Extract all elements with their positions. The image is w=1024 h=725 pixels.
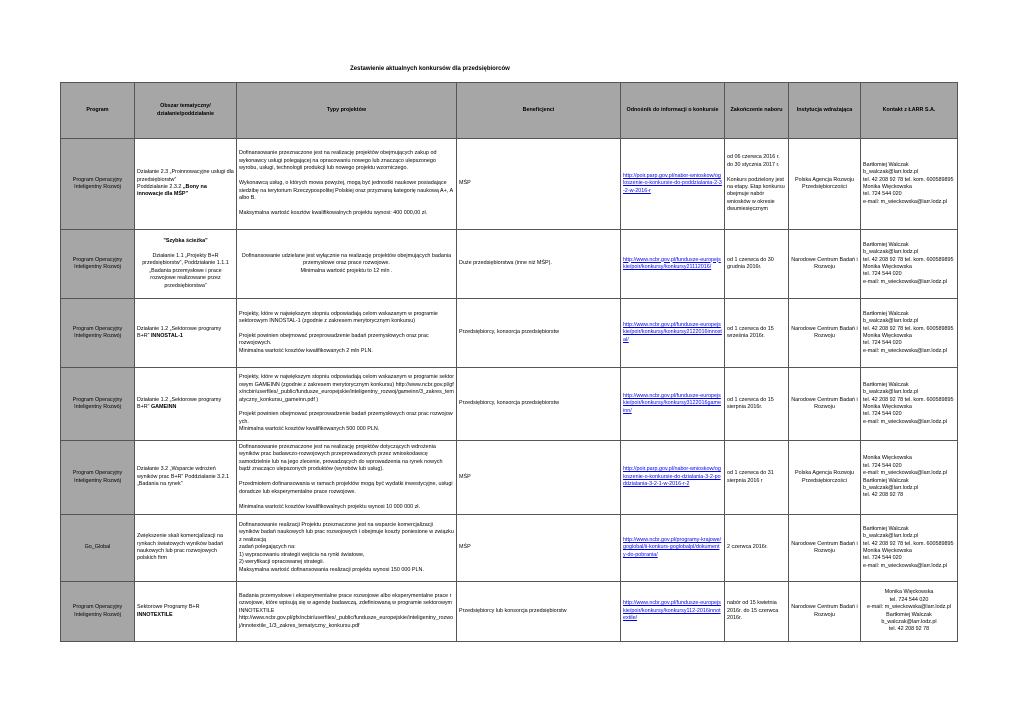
beneficiaries-cell: MŚP <box>457 441 621 515</box>
beneficiaries-cell: MŚP <box>457 139 621 230</box>
deadline-cell: od 1 czerwca do 15 sierpnia 2016r. <box>725 368 789 441</box>
area-cell: Działanie 3.2 „Wsparcie wdrożeń wyników prac B+R” Poddziałanie 3.2.1 „Badania na rynek” <box>135 441 237 515</box>
document-title: Zestawienie aktualnych konkursów dla przedsiębiorców <box>350 66 510 72</box>
contact-cell: Bartłomiej Walczak b_walczak@larr.lodz.pl tel. 42 208 92 78 tel. kom. 600589895 Monika Więckowska tel. 724 544 020 e-mail: m_wieckowska@larr.lodz.pl <box>861 299 958 368</box>
program-cell: Go_Global <box>61 515 135 582</box>
program-cell: Program Operacyjny Inteligentny Rozwój <box>61 299 135 368</box>
link-cell <box>621 441 725 515</box>
area-bold-text: INNOTEXTILE <box>137 611 173 618</box>
types-cell: Dofinansowanie przeznaczone jest na realizację projektów obejmujących zakup od wykonawcy usługi polegającej na opracowaniu nowego lub znacząco ulepszonego wyrobu, usługi, technologii produkcji lub nowego projektu wzorniczego. Wykonawcą usług, o których mowa powyżej, mogą być jednostki naukowe posiadające siedzibę na terytorium Rzeczypospolitej Polskiej oraz przyznaną kategorię naukową A+, A albo B. Maksymalna wartość kosztów kwalifikowalnych projektu wynosi: 400 000,00 zł. <box>237 139 457 230</box>
deadline-cell: nabór od 15 kwietnia 2016r. do 15 czerwca 2016r. <box>725 582 789 642</box>
beneficiaries-cell: Przedsiębiorcy, konsorcja przedsiębiorstw <box>457 368 621 441</box>
area-cell <box>135 139 237 230</box>
header-link: Odnośnik do informacji o konkursie <box>621 83 725 139</box>
institution-cell: Narodowe Centrum Badań i Rozwoju <box>789 582 861 642</box>
header-area: Obszar tematyczny/ działanie/poddziałanie <box>135 83 237 139</box>
link-cell <box>621 515 725 582</box>
link-cell <box>621 139 725 230</box>
area-bold-text: INNOSTAL-1 <box>150 333 183 339</box>
types-cell: Dofinansowanie przeznaczone jest na realizację projektów dotyczących wdrożenia wyników prac badawczo-rozwojowych przeprowadzonych przez wnioskodawcę samodzielnie lub na jego zlecenie, prowadzących do wprowadzenia na rynek nowych bądź znacząco ulepszonych produktów (wyrobów lub usług). Przedmiotem dofinansowania w ramach projektów mogą być wydatki inwestycyjne, usługi doradcze lub eksperymentalne prace rozwojowe. Minimalna wartość kosztów kwalifikowalnych projektu wynosi 10 000 000 zł. <box>237 441 457 515</box>
contact-cell: Monika Więckowska tel. 724 544 020 e-mail: m_wieckowska@larr.lodz.pl Bartłomiej Walczak b_walczak@larr.lodz.pl tel. 42 208 92 78 <box>861 441 958 515</box>
table-row <box>61 230 958 299</box>
deadline-cell: od 1 czerwca do 30 grudnia 2016r. <box>725 230 789 299</box>
table-row <box>61 515 958 582</box>
area-cell: Zwiększenie skali komercjalizacji na rynkach światowych wyników badań naukowych lub prac rozwojowych polskich firm <box>135 515 237 582</box>
program-cell: Program Operacyjny Inteligentny Rozwój <box>61 368 135 441</box>
program-cell: Program Operacyjny Inteligentny Rozwój <box>61 139 135 230</box>
institution-cell: Narodowe Centrum Badań i Rozwoju <box>789 230 861 299</box>
table-row <box>61 299 958 368</box>
area-cell <box>135 582 237 642</box>
area-text: Sektorowe Programy B+R <box>137 604 200 611</box>
beneficiaries-cell: Duże przedsiębiorstwa (inne niż MŚP). <box>457 230 621 299</box>
program-cell: Program Operacyjny Inteligentny Rozwój <box>61 582 135 642</box>
header-deadline: Zakończenie naboru <box>725 83 789 139</box>
table-row <box>61 139 958 230</box>
competition-link[interactable]: http://www.ncbr.gov.pl/programy-krajowe/goglobal/ii-konkurs-goglobalpl/dokumenty-do-pobrania/ <box>623 536 722 558</box>
types-cell: Badania przemysłowe i eksperymentalne prace rozwojowe albo eksperymentalne prace rozwojowe, które wpisują się w agendę badawczą, zdefiniowaną w programie sektorowym INNOTEXTILE http://www.ncbr.gov.pl/gfx/ncbir/userfiles/_public/fundusze_europejskie/inteligentny_rozwoj/innotextile_1/3_zakres_tematyczny_konkursu.pdf <box>237 582 457 642</box>
link-cell <box>621 368 725 441</box>
beneficiaries-cell: Przedsiębiorcy lub konsorcja przedsiębiorstw <box>457 582 621 642</box>
competition-link[interactable]: http://www.ncbr.gov.pl/fundusze-europejskie/poir/konkursy/konkursy21112016/ <box>623 256 721 270</box>
institution-cell: Polska Agencja Rozwoju Przedsiębiorczości <box>789 441 861 515</box>
deadline-cell: od 1 czerwca do 15 września 2016r. <box>725 299 789 368</box>
types-cell: Projekty, które w największym stopniu odpowiadają celom wskazanym w programie sektorowym INNOSTAL-1 (zgodnie z zakresem merytorycznym konkursu) Projekt powinien obejmować przeprowadzenie badań przemysłowych oraz prac rozwojowych. Minimalna wartość kosztów kwalifikowanych 2 mln PLN. <box>237 299 457 368</box>
competition-link[interactable]: http://www.ncbr.gov.pl/fundusze-europejskie/poir/konkursy/konkursy112-2016innotextile/ <box>623 600 721 622</box>
competition-link[interactable]: http://poir.parp.gov.pl/nabor-wnioskow/ogloszenie-o-konkursie-do-poddzialania-2-3-2-w-2016-r <box>623 172 722 194</box>
header-contact: Kontakt z ŁARR S.A. <box>861 83 958 139</box>
header-types: Typy projektów <box>237 83 457 139</box>
area-bold-text: GAMEINN <box>150 404 177 410</box>
area-cell <box>135 230 237 299</box>
types-cell: Dofinansowanie realizacji Projektu przeznaczone jest na wsparcie komercjalizacji wyników badań naukowych lub prac rozwojowych i obejmuje koszty poniesione w związku z realizacją zadań polegających na: 1) wypracowaniu strategii wejścia na rynki światowe, 2) weryfikacji opracowanej strategii. Maksymalna wartość dofinansowania realizacji projektu wynosi 150 000 PLN. <box>237 515 457 582</box>
header-beneficiaries: Beneficjenci <box>457 83 621 139</box>
area-cell <box>135 299 237 368</box>
beneficiaries-cell: Przedsiębiorcy, konsorcja przedsiębiorstw <box>457 299 621 368</box>
contact-cell: Bartłomiej Walczak b_walczak@larr.lodz.pl tel. 42 208 92 78 tel. kom. 600589895 Monika Więckowska tel. 724 544 020 e-mail: m_wieckowska@larr.lodz.pl <box>861 515 958 582</box>
area-text: Działanie 1.2 „Sektorowe programy B+R” <box>137 396 222 410</box>
contact-cell: Bartłomiej Walczak b_walczak@larr.lodz.pl tel. 42 208 92 78 tel. kom. 600589895 Monika Więckowska tel. 724 544 020 e-mail: m_wieckowska@larr.lodz.pl <box>861 368 958 441</box>
institution-cell: Narodowe Centrum Badań i Rozwoju <box>789 515 861 582</box>
area-cell <box>135 368 237 441</box>
deadline-cell: od 06 czerwca 2016 r. do 30 stycznia 2017 r. Konkurs podzielony jest na etapy. Etap konkursu obejmuje nabór wniosków w okresie dwumiesięcznym <box>725 139 789 230</box>
table-row <box>61 582 958 642</box>
area-text: Działanie 2.3 „Proinnowacyjne usługi dla przedsiębiorstw” <box>137 169 234 183</box>
link-cell <box>621 230 725 299</box>
header-program: Program <box>61 83 135 139</box>
area-text: Poddziałanie 2.3.2 <box>137 184 183 190</box>
area-text: Działanie 1.2 „Sektorowe programy B+R” <box>137 325 222 339</box>
area-title: "Szybka ścieżka" <box>163 237 208 244</box>
beneficiaries-cell: MŚP <box>457 515 621 582</box>
institution-cell: Narodowe Centrum Badań i Rozwoju <box>789 299 861 368</box>
institution-cell: Narodowe Centrum Badań i Rozwoju <box>789 368 861 441</box>
table-row <box>61 368 958 441</box>
competition-link[interactable]: http://www.ncbr.gov.pl/fundusze-europejskie/poir/konkursy/konkursy2122016innostal/ <box>623 321 722 343</box>
contact-cell: Bartłomiej Walczak b_walczak@larr.lodz.pl tel. 42 208 92 78 tel. kom. 600589895 Monika Więckowska tel. 724 544 020 e-mail: m_wieckowska@larr.lodz.pl <box>861 230 958 299</box>
area-bold-text: „Bony na innowacje dla MŚP” <box>137 184 207 198</box>
program-cell: Program Operacyjny Inteligentny Rozwój <box>61 230 135 299</box>
header-institution: Instytucja wdrażająca <box>789 83 861 139</box>
program-cell: Program Operacyjny Inteligentny Rozwój <box>61 441 135 515</box>
contact-cell: Monika Więckowska tel. 724 544 020 e-mail: m_wieckowska@larr.lodz.pl Bartłomiej Walczak b_walczak@larr.lodz.pl tel. 42 208 92 78 <box>861 582 958 642</box>
competition-link[interactable]: http://www.ncbr.gov.pl/fundusze-europejskie/poir/konkursy/konkursy3122016gameinn/ <box>623 392 721 414</box>
deadline-cell: 2 czerwca 2016r. <box>725 515 789 582</box>
competitions-table <box>60 82 958 642</box>
institution-cell: Polska Agencja Rozwoju Przedsiębiorczości <box>789 139 861 230</box>
header-row <box>61 83 958 139</box>
contact-cell: Bartłomiej Walczak b_walczak@larr.lodz.pl tel. 42 208 92 78 tel. kom. 600589895 Monika Więckowska tel. 724 544 020 e-mail: m_wieckowska@larr.lodz.pl <box>861 139 958 230</box>
area-text: Działanie 1.1 „Projekty B+R przedsiębiorstw”, Poddziałanie 1.1.1 „Badania przemysłowe i prace rozwojowe realizowane przez przedsiębiorstwa” <box>142 252 229 289</box>
types-cell: Dofinansowanie udzielane jest wyłącznie na realizację projektów obejmujących badania przemysłowe oraz prace rozwojowe. Minimalna wartość projektu to 12 mln . <box>237 230 457 299</box>
table-row <box>61 441 958 515</box>
competition-link[interactable]: http://poir.parp.gov.pl/nabor-wnioskow/ogloszenie-o-konkursie-do-dzialania-3-2-poddzialania-3-2-1-w-2016-r-2 <box>623 466 721 488</box>
link-cell <box>621 299 725 368</box>
link-cell <box>621 582 725 642</box>
types-cell: Projekty, które w największym stopniu odpowiadają celom wskazanym w programie sektorowym GAMEINN (zgodnie z zakresem merytorycznym konkursu) http://www.ncbr.gov.pl/gfx/ncbir/userfiles/_public/fundusze_europejskie/inteligentny_rozwoj/gameinn/3_zakres_tematyczny_konkursu_gameinn.pdf ) Projekt powinien obejmować przeprowadzenie badań przemysłowych oraz prac rozwojowych. Minimalna wartość kosztów kwalifikowanych 500 000 PLN. <box>237 368 457 441</box>
deadline-cell: od 1 czerwca do 31 sierpnia 2016 r <box>725 441 789 515</box>
